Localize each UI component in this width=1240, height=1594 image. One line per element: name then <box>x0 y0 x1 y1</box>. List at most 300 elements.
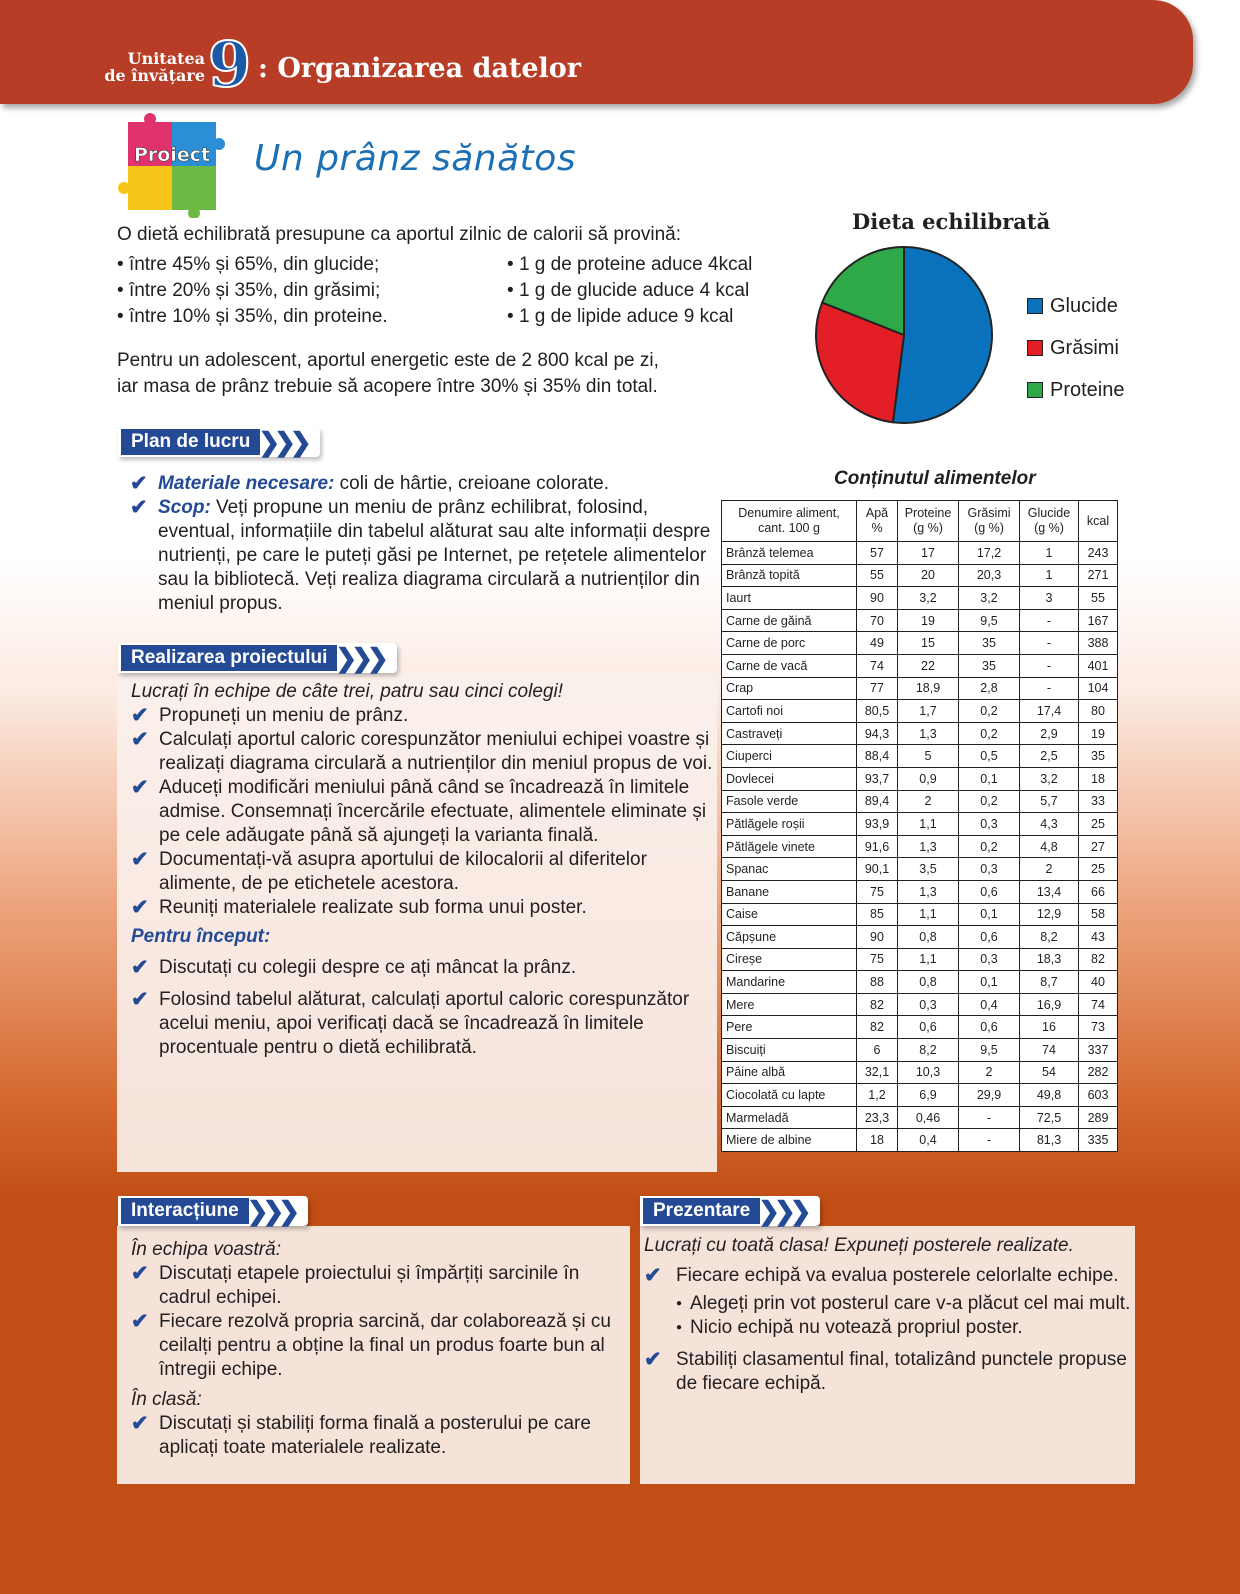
value-cell: 66 <box>1079 880 1118 903</box>
value-cell: 3,2 <box>959 587 1020 610</box>
value-cell: 0,6 <box>959 1016 1020 1039</box>
value-cell: 0,5 <box>959 745 1020 768</box>
item-text: Fiecare echipă va evalua posterele celorlalte echipe. <box>676 1265 1119 1286</box>
table-row <box>722 609 1118 632</box>
value-cell: 49,8 <box>1020 1084 1079 1107</box>
value-cell: 0,9 <box>898 767 959 790</box>
value-cell: 1,3 <box>898 880 959 903</box>
value-cell: 43 <box>1079 926 1118 949</box>
value-cell: 17,4 <box>1020 700 1079 723</box>
food-name-cell: Miere de albine <box>722 1129 857 1152</box>
value-cell: 388 <box>1079 632 1118 655</box>
value-cell: 6,9 <box>898 1084 959 1107</box>
project-title: Un prânz sănătos <box>254 138 577 179</box>
table-row <box>722 971 1118 994</box>
value-cell: 1 <box>1020 564 1079 587</box>
value-cell: 1,1 <box>898 948 959 971</box>
food-name-cell: Pâine albă <box>722 1061 857 1084</box>
value-cell: 18 <box>857 1129 898 1152</box>
check-icon: ✔ <box>130 472 148 495</box>
interactiune-panel <box>117 1226 630 1484</box>
value-cell: 1,1 <box>898 903 959 926</box>
prezentare-item <box>644 1264 1135 1288</box>
table-row <box>722 632 1118 655</box>
food-content-table <box>721 500 1118 1152</box>
value-cell: 88,4 <box>857 745 898 768</box>
value-cell: 243 <box>1079 542 1118 565</box>
column-header: Apă % <box>857 501 898 542</box>
section-tab-label: Interacțiune <box>121 1198 249 1224</box>
section-tab-prezentare <box>640 1196 820 1226</box>
chevrons-icon: ❯❯❯ <box>246 1196 295 1226</box>
value-cell: 0,2 <box>959 790 1020 813</box>
value-cell: 335 <box>1079 1129 1118 1152</box>
value-cell: 2 <box>1020 858 1079 881</box>
value-cell: 12,9 <box>1020 903 1079 926</box>
value-cell: 75 <box>857 948 898 971</box>
value-cell: 1,1 <box>898 813 959 836</box>
food-name-cell: Cireșe <box>722 948 857 971</box>
value-cell: 337 <box>1079 1039 1118 1062</box>
value-cell: 8,7 <box>1020 971 1079 994</box>
legend-item-glucide <box>1027 285 1125 327</box>
value-cell: 0,8 <box>898 971 959 994</box>
check-icon: ✔ <box>131 896 149 919</box>
value-cell: 0,4 <box>898 1129 959 1152</box>
value-cell: 8,2 <box>1020 926 1079 949</box>
check-icon: ✔ <box>131 956 149 979</box>
value-cell: 23,3 <box>857 1106 898 1129</box>
value-cell: 5,7 <box>1020 790 1079 813</box>
unit-number: 9 <box>208 28 252 101</box>
item-text: Calculați aportul caloric corespunzător meniului echipei voastre și realizați diagrama circulară a nutrienților din meniul propus de voi. <box>159 729 713 774</box>
check-icon: ✔ <box>131 704 149 727</box>
pie-graphic <box>812 243 996 427</box>
value-cell: 82 <box>857 993 898 1016</box>
table-row <box>722 1129 1118 1152</box>
value-cell: 0,3 <box>898 993 959 1016</box>
value-cell: 89,4 <box>857 790 898 813</box>
value-cell: 54 <box>1020 1061 1079 1084</box>
table-row <box>722 1039 1118 1062</box>
value-cell: 27 <box>1079 835 1118 858</box>
food-name-cell: Mandarine <box>722 971 857 994</box>
unit-title: : Organizarea datelor <box>258 53 582 84</box>
value-cell: - <box>959 1106 1020 1129</box>
value-cell: 17 <box>898 542 959 565</box>
value-cell: 16 <box>1020 1016 1079 1039</box>
value-cell: 6 <box>857 1039 898 1062</box>
value-cell: 40 <box>1079 971 1118 994</box>
pie-chart <box>812 205 1192 430</box>
value-cell: 74 <box>1020 1039 1079 1062</box>
energy-fact: • 1 g de glucide aduce 4 kcal <box>507 278 752 304</box>
value-cell: 10,3 <box>898 1061 959 1084</box>
value-cell: 3,5 <box>898 858 959 881</box>
value-cell: 289 <box>1079 1106 1118 1129</box>
value-cell: 93,9 <box>857 813 898 836</box>
value-cell: 0,1 <box>959 767 1020 790</box>
value-cell: 90 <box>857 587 898 610</box>
table-row <box>722 1106 1118 1129</box>
value-cell: 32,1 <box>857 1061 898 1084</box>
column-header: Proteine (g %) <box>898 501 959 542</box>
item-text: Folosind tabelul alăturat, calculați aportul caloric corespunzător acelui meniu, apoi verificați dacă se încadrează în limitele procentuale pentru o dietă echilibrată. <box>159 989 690 1058</box>
food-name-cell: Caise <box>722 903 857 926</box>
table-row <box>722 790 1118 813</box>
value-cell: 0,6 <box>898 1016 959 1039</box>
value-cell: 4,3 <box>1020 813 1079 836</box>
value-cell: 401 <box>1079 654 1118 677</box>
check-icon: ✔ <box>131 988 149 1011</box>
table-row <box>722 1084 1118 1107</box>
value-cell: 0,1 <box>959 903 1020 926</box>
food-name-cell: Carne de găină <box>722 609 857 632</box>
energy-fact: • 1 g de proteine aduce 4kcal <box>507 252 752 278</box>
table-row <box>722 542 1118 565</box>
value-cell: 13,4 <box>1020 880 1079 903</box>
column-header: Grăsimi (g %) <box>959 501 1020 542</box>
value-cell: 0,2 <box>959 722 1020 745</box>
value-cell: 35 <box>959 632 1020 655</box>
table-row <box>722 835 1118 858</box>
food-name-cell: Ciocolată cu lapte <box>722 1084 857 1107</box>
value-cell: 55 <box>857 564 898 587</box>
table-header-row <box>722 501 1118 542</box>
chevrons-icon: ❯❯❯ <box>258 427 306 457</box>
value-cell: 25 <box>1079 858 1118 881</box>
realizare-item <box>131 848 717 896</box>
table-row <box>722 700 1118 723</box>
value-cell: 3,2 <box>1020 767 1079 790</box>
value-cell: 88 <box>857 971 898 994</box>
check-icon: ✔ <box>644 1348 662 1371</box>
check-icon: ✔ <box>130 496 148 519</box>
value-cell: 0,2 <box>959 835 1020 858</box>
range-item: • între 45% și 65%, din glucide; <box>117 252 507 278</box>
chevrons-icon: ❯❯❯ <box>758 1196 806 1226</box>
food-name-cell: Fasole verde <box>722 790 857 813</box>
value-cell: 18 <box>1079 767 1118 790</box>
value-cell: 2 <box>898 790 959 813</box>
table-row <box>722 745 1118 768</box>
value-cell: 91,6 <box>857 835 898 858</box>
food-name-cell: Pătlăgele roșii <box>722 813 857 836</box>
value-cell: - <box>1020 609 1079 632</box>
value-cell: 19 <box>1079 722 1118 745</box>
value-cell: 2,5 <box>1020 745 1079 768</box>
table-row <box>722 993 1118 1016</box>
value-cell: - <box>1020 654 1079 677</box>
column-header: Glucide (g %) <box>1020 501 1079 542</box>
legend-label: Glucide <box>1050 294 1118 317</box>
section-tab-label: Prezentare <box>643 1198 760 1224</box>
food-name-cell: Căpșune <box>722 926 857 949</box>
value-cell: 271 <box>1079 564 1118 587</box>
table-row <box>722 767 1118 790</box>
start-heading: Pentru început: <box>131 926 271 947</box>
food-name-cell: Cartofi noi <box>722 700 857 723</box>
value-cell: 22 <box>898 654 959 677</box>
value-cell: 1,3 <box>898 835 959 858</box>
project-badge-text: Proiect <box>133 144 211 166</box>
value-cell: 33 <box>1079 790 1118 813</box>
food-name-cell: Iaurt <box>722 587 857 610</box>
value-cell: 19 <box>898 609 959 632</box>
table-row <box>722 677 1118 700</box>
value-cell: 93,7 <box>857 767 898 790</box>
value-cell: 70 <box>857 609 898 632</box>
start-item <box>131 988 717 1060</box>
value-cell: 1 <box>1020 542 1079 565</box>
value-cell: 16,9 <box>1020 993 1079 1016</box>
unit-label-line1: Unitatea <box>127 49 205 68</box>
realizare-intro: Lucrați în echipe de câte trei, patru sau cinci colegi! <box>131 681 563 702</box>
value-cell: 2,8 <box>959 677 1020 700</box>
chevrons-icon: ❯❯❯ <box>335 643 383 673</box>
item-text: Reuniți materialele realizate sub forma unui poster. <box>159 897 587 918</box>
value-cell: 15 <box>898 632 959 655</box>
table-row <box>722 948 1118 971</box>
item-text: Stabiliți clasamentul final, totalizând punctele propuse de fiecare echipă. <box>676 1349 1127 1394</box>
value-cell: 74 <box>857 654 898 677</box>
value-cell: 9,5 <box>959 1039 1020 1062</box>
section-tab-label: Plan de lucru <box>121 429 260 455</box>
column-header: kcal <box>1079 501 1118 542</box>
realizare-item <box>131 728 717 776</box>
value-cell: 0,6 <box>959 880 1020 903</box>
plan-list <box>130 472 720 616</box>
legend-swatch <box>1027 340 1043 356</box>
food-name-cell: Ciuperci <box>722 745 857 768</box>
food-name-cell: Brânză topită <box>722 564 857 587</box>
food-name-cell: Spanac <box>722 858 857 881</box>
food-name-cell: Brânză telemea <box>722 542 857 565</box>
legend-swatch <box>1027 382 1043 398</box>
value-cell: 167 <box>1079 609 1118 632</box>
value-cell: 1,3 <box>898 722 959 745</box>
table-row <box>722 1016 1118 1039</box>
value-cell: 73 <box>1079 1016 1118 1039</box>
value-cell: 72,5 <box>1020 1106 1079 1129</box>
food-name-cell: Dovlecei <box>722 767 857 790</box>
item-text: Documentați-vă asupra aportului de kilocalorii al diferitelor alimente, de pe etichetele acestora. <box>159 849 647 894</box>
food-name-cell: Pătlăgele vinete <box>722 835 857 858</box>
value-cell: 1,7 <box>898 700 959 723</box>
value-cell: 0,2 <box>959 700 1020 723</box>
check-icon: ✔ <box>131 776 149 799</box>
table-row <box>722 813 1118 836</box>
section-tab-realizare <box>118 643 397 673</box>
value-cell: 3,2 <box>898 587 959 610</box>
class-heading: În clasă: <box>131 1389 202 1410</box>
item-text: Aduceți modificări meniului până când se încadrează în limitele admise. Consemnați încercările efectuate, alimentele eliminate și pe cele adăugate până să ajungeți la varianta finală. <box>159 777 707 846</box>
value-cell: 35 <box>959 654 1020 677</box>
value-cell: 74 <box>1079 993 1118 1016</box>
range-item: • între 20% și 35%, din grăsimi; <box>117 278 507 304</box>
food-name-cell: Castraveți <box>722 722 857 745</box>
value-cell: 94,3 <box>857 722 898 745</box>
table-row <box>722 858 1118 881</box>
realizare-item <box>131 896 717 920</box>
value-cell: 82 <box>857 1016 898 1039</box>
legend-label: Proteine <box>1050 378 1125 401</box>
value-cell: 8,2 <box>898 1039 959 1062</box>
food-name-cell: Crap <box>722 677 857 700</box>
vote-list <box>676 1292 1135 1340</box>
value-cell: 20 <box>898 564 959 587</box>
legend-item-grasimi <box>1027 327 1125 369</box>
item-text: Discutați cu colegii despre ce ați mâncat la prânz. <box>159 957 577 978</box>
table-row <box>722 1061 1118 1084</box>
value-cell: 0,3 <box>959 813 1020 836</box>
value-cell: 82 <box>1079 948 1118 971</box>
value-cell: 0,3 <box>959 858 1020 881</box>
legend-swatch <box>1027 298 1043 314</box>
value-cell: 18,3 <box>1020 948 1079 971</box>
intro-lead: O dietă echilibrată presupune ca aportul zilnic de calorii să provină: <box>117 224 681 245</box>
item-text: Discutați și stabiliți forma finală a posterului pe care aplicați toate materialele realizate. <box>159 1413 591 1458</box>
value-cell: 90 <box>857 926 898 949</box>
realizare-item <box>131 704 717 728</box>
check-icon: ✔ <box>131 848 149 871</box>
value-cell: 29,9 <box>959 1084 1020 1107</box>
vote-item: ● Nicio echipă nu votează propriul poster. <box>676 1316 1135 1340</box>
value-cell: 603 <box>1079 1084 1118 1107</box>
prezentare-item <box>644 1348 1135 1396</box>
legend-item-proteine <box>1027 369 1125 411</box>
prezentare-panel <box>640 1226 1135 1484</box>
item-text: Discutați etapele proiectului și împărțiți sarcinile în cadrul echipei. <box>159 1263 580 1308</box>
column-header: Denumire aliment, cant. 100 g <box>722 501 857 542</box>
value-cell: 282 <box>1079 1061 1118 1084</box>
table-title: Conținutul alimentelor <box>834 468 1036 489</box>
table-row <box>722 880 1118 903</box>
value-cell: 2 <box>959 1061 1020 1084</box>
value-cell: 4,8 <box>1020 835 1079 858</box>
value-cell: 55 <box>1079 587 1118 610</box>
unit-label-line2: de învățare <box>104 66 205 85</box>
team-item <box>131 1262 630 1310</box>
table-row <box>722 564 1118 587</box>
value-cell: 58 <box>1079 903 1118 926</box>
check-icon: ✔ <box>131 728 149 751</box>
check-icon: ✔ <box>131 1412 149 1435</box>
value-cell: 1,2 <box>857 1084 898 1107</box>
energy-fact: • 1 g de lipide aduce 9 kcal <box>507 304 752 330</box>
food-name-cell: Marmeladă <box>722 1106 857 1129</box>
pie-slice-glucide <box>893 247 992 423</box>
food-name-cell: Mere <box>722 993 857 1016</box>
puzzle-project-icon <box>118 112 226 218</box>
value-cell: 57 <box>857 542 898 565</box>
value-cell: - <box>1020 677 1079 700</box>
value-cell: 0,1 <box>959 971 1020 994</box>
plan-item <box>130 496 720 616</box>
item-text: Propuneți un meniu de prânz. <box>159 705 409 726</box>
value-cell: 0,4 <box>959 993 1020 1016</box>
value-cell: - <box>1020 632 1079 655</box>
value-cell: 0,3 <box>959 948 1020 971</box>
vote-item: ● Alegeți prin vot posterul care v-a plăcut cel mai mult. <box>676 1292 1135 1316</box>
plan-item-key: Scop: <box>158 497 211 518</box>
energy-line: Pentru un adolescent, aportul energetic este de 2 800 kcal pe zi, <box>117 350 659 371</box>
value-cell: 2,9 <box>1020 722 1079 745</box>
check-icon: ✔ <box>131 1262 149 1285</box>
value-cell: 77 <box>857 677 898 700</box>
start-item <box>131 956 717 980</box>
value-cell: 5 <box>898 745 959 768</box>
value-cell: 20,3 <box>959 564 1020 587</box>
value-cell: 0,46 <box>898 1106 959 1129</box>
food-name-cell: Banane <box>722 880 857 903</box>
food-name-cell: Biscuiți <box>722 1039 857 1062</box>
energy-paragraph <box>117 348 807 400</box>
value-cell: 18,9 <box>898 677 959 700</box>
food-name-cell: Pere <box>722 1016 857 1039</box>
realizare-item <box>131 776 717 848</box>
prezentare-intro: Lucrați cu toată clasa! Expuneți posterele realizate. <box>644 1235 1074 1256</box>
value-cell: 17,2 <box>959 542 1020 565</box>
value-cell: 80,5 <box>857 700 898 723</box>
chart-legend <box>1027 285 1125 411</box>
class-item <box>131 1412 630 1460</box>
plan-item-text: Veți propune un meniu de prânz echilibrat, folosind, eventual, informațiile din tabelul alăturat sau alte informații despre nutrienți, pe care le puteți găsi pe Internet, pe rețetele alimentelor sau la bibliotecă. Veți realiza diagrama circulară a nutrienților din meniul propus. <box>158 497 711 614</box>
legend-label: Grăsimi <box>1050 336 1119 359</box>
plan-item-text: coli de hârtie, creioane colorate. <box>334 473 609 494</box>
plan-item-key: Materiale necesare: <box>158 473 335 494</box>
value-cell: - <box>959 1129 1020 1152</box>
plan-item <box>130 472 720 496</box>
check-icon: ✔ <box>131 1310 149 1333</box>
value-cell: 49 <box>857 632 898 655</box>
team-item <box>131 1310 630 1382</box>
unit-label <box>90 50 205 84</box>
table-row <box>722 926 1118 949</box>
value-cell: 85 <box>857 903 898 926</box>
food-name-cell: Carne de porc <box>722 632 857 655</box>
table-row <box>722 654 1118 677</box>
section-tab-label: Realizarea proiectului <box>121 645 337 671</box>
food-name-cell: Carne de vacă <box>722 654 857 677</box>
value-cell: 0,6 <box>959 926 1020 949</box>
section-tab-interactiune <box>118 1196 308 1226</box>
value-cell: 0,8 <box>898 926 959 949</box>
table-row <box>722 722 1118 745</box>
realizare-panel <box>117 672 717 1172</box>
check-icon: ✔ <box>644 1264 662 1287</box>
item-text: Fiecare rezolvă propria sarcină, dar colaborează și cu ceilalți pentru a obține la final un produs foarte bun al întregii echipe. <box>159 1311 611 1380</box>
energy-facts-list <box>507 252 752 330</box>
intro-block <box>117 222 807 400</box>
value-cell: 3 <box>1020 587 1079 610</box>
value-cell: 9,5 <box>959 609 1020 632</box>
value-cell: 81,3 <box>1020 1129 1079 1152</box>
energy-line: iar masa de prânz trebuie să acopere între 30% și 35% din total. <box>117 376 658 397</box>
table-row <box>722 903 1118 926</box>
value-cell: 80 <box>1079 700 1118 723</box>
ranges-list <box>117 252 507 330</box>
value-cell: 75 <box>857 880 898 903</box>
value-cell: 90,1 <box>857 858 898 881</box>
table-row <box>722 587 1118 610</box>
value-cell: 25 <box>1079 813 1118 836</box>
team-heading: În echipa voastră: <box>131 1239 281 1260</box>
section-tab-plan <box>118 427 320 457</box>
value-cell: 35 <box>1079 745 1118 768</box>
chart-title: Dieta echilibrată <box>852 209 1051 234</box>
value-cell: 104 <box>1079 677 1118 700</box>
